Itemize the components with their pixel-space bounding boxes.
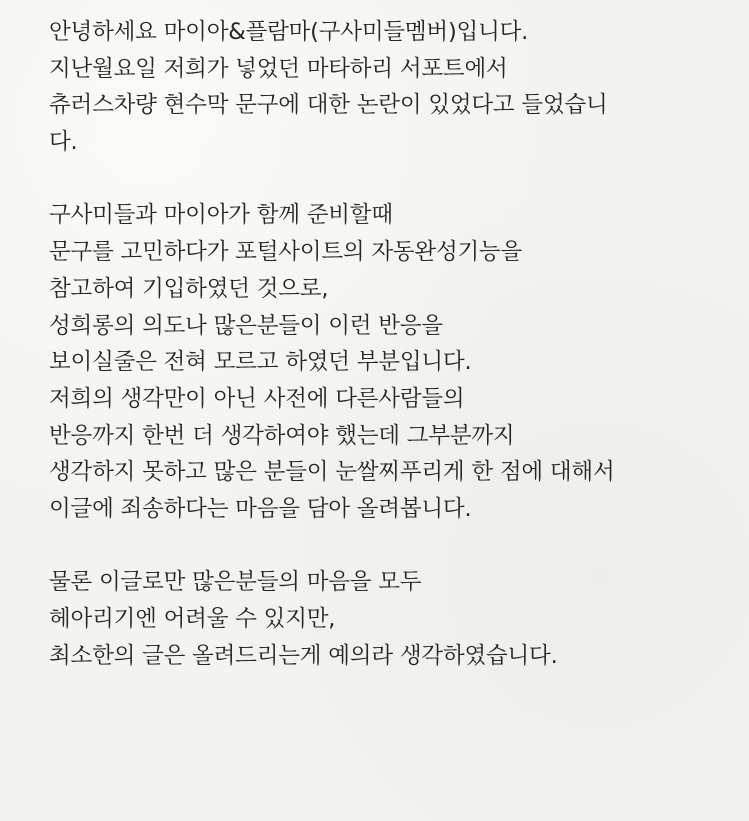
text-line: 보이실줄은 전혀 모르고 하였던 부분입니다. [49, 349, 472, 376]
text-line: 이글에 죄송하다는 마음을 담아 올려봅니다. [49, 495, 472, 522]
text-line: 최소한의 글은 올려드리는게 예의라 생각하였습니다. [49, 642, 558, 669]
text-line: 물론 이글로만 많은분들의 마음을 모두 [49, 569, 422, 596]
text-line: 다. [49, 129, 78, 156]
text-line: 저희의 생각만이 아닌 사전에 다른사람들의 [49, 385, 465, 412]
text-line: 반응까지 한번 더 생각하여야 했는데 그부분까지 [49, 422, 515, 449]
text-line: 지난월요일 저희가 넣었던 마타하리 서포트에서 [49, 55, 508, 82]
text-line: 구사미들과 마이아가 함께 준비할때 [49, 202, 393, 229]
text-line: 참고하여 기입하였던 것으로, [49, 275, 329, 302]
statement-text [49, 14, 739, 674]
paragraph-3 [49, 564, 739, 674]
text-line: 츄러스차량 현수막 문구에 대한 논란이 있었다고 들었습니 [49, 92, 608, 119]
text-line: 안녕하세요 마이아&플람마(구사미들멤버)입니다. [49, 19, 529, 45]
text-line: 문구를 고민하다가 포털사이트의 자동완성기능을 [49, 239, 523, 266]
text-line: 생각하지 못하고 많은 분들이 눈쌀찌푸리게 한 점에 대해서 [49, 459, 615, 486]
paragraph-1 [49, 14, 739, 161]
paragraph-gap [49, 161, 739, 198]
paragraph-2 [49, 197, 739, 527]
paragraph-gap [49, 528, 739, 565]
text-line: 헤아리기엔 어려울 수 있지만, [49, 606, 336, 632]
text-line: 성희롱의 의도나 많은분들이 이런 반응을 [49, 312, 443, 339]
